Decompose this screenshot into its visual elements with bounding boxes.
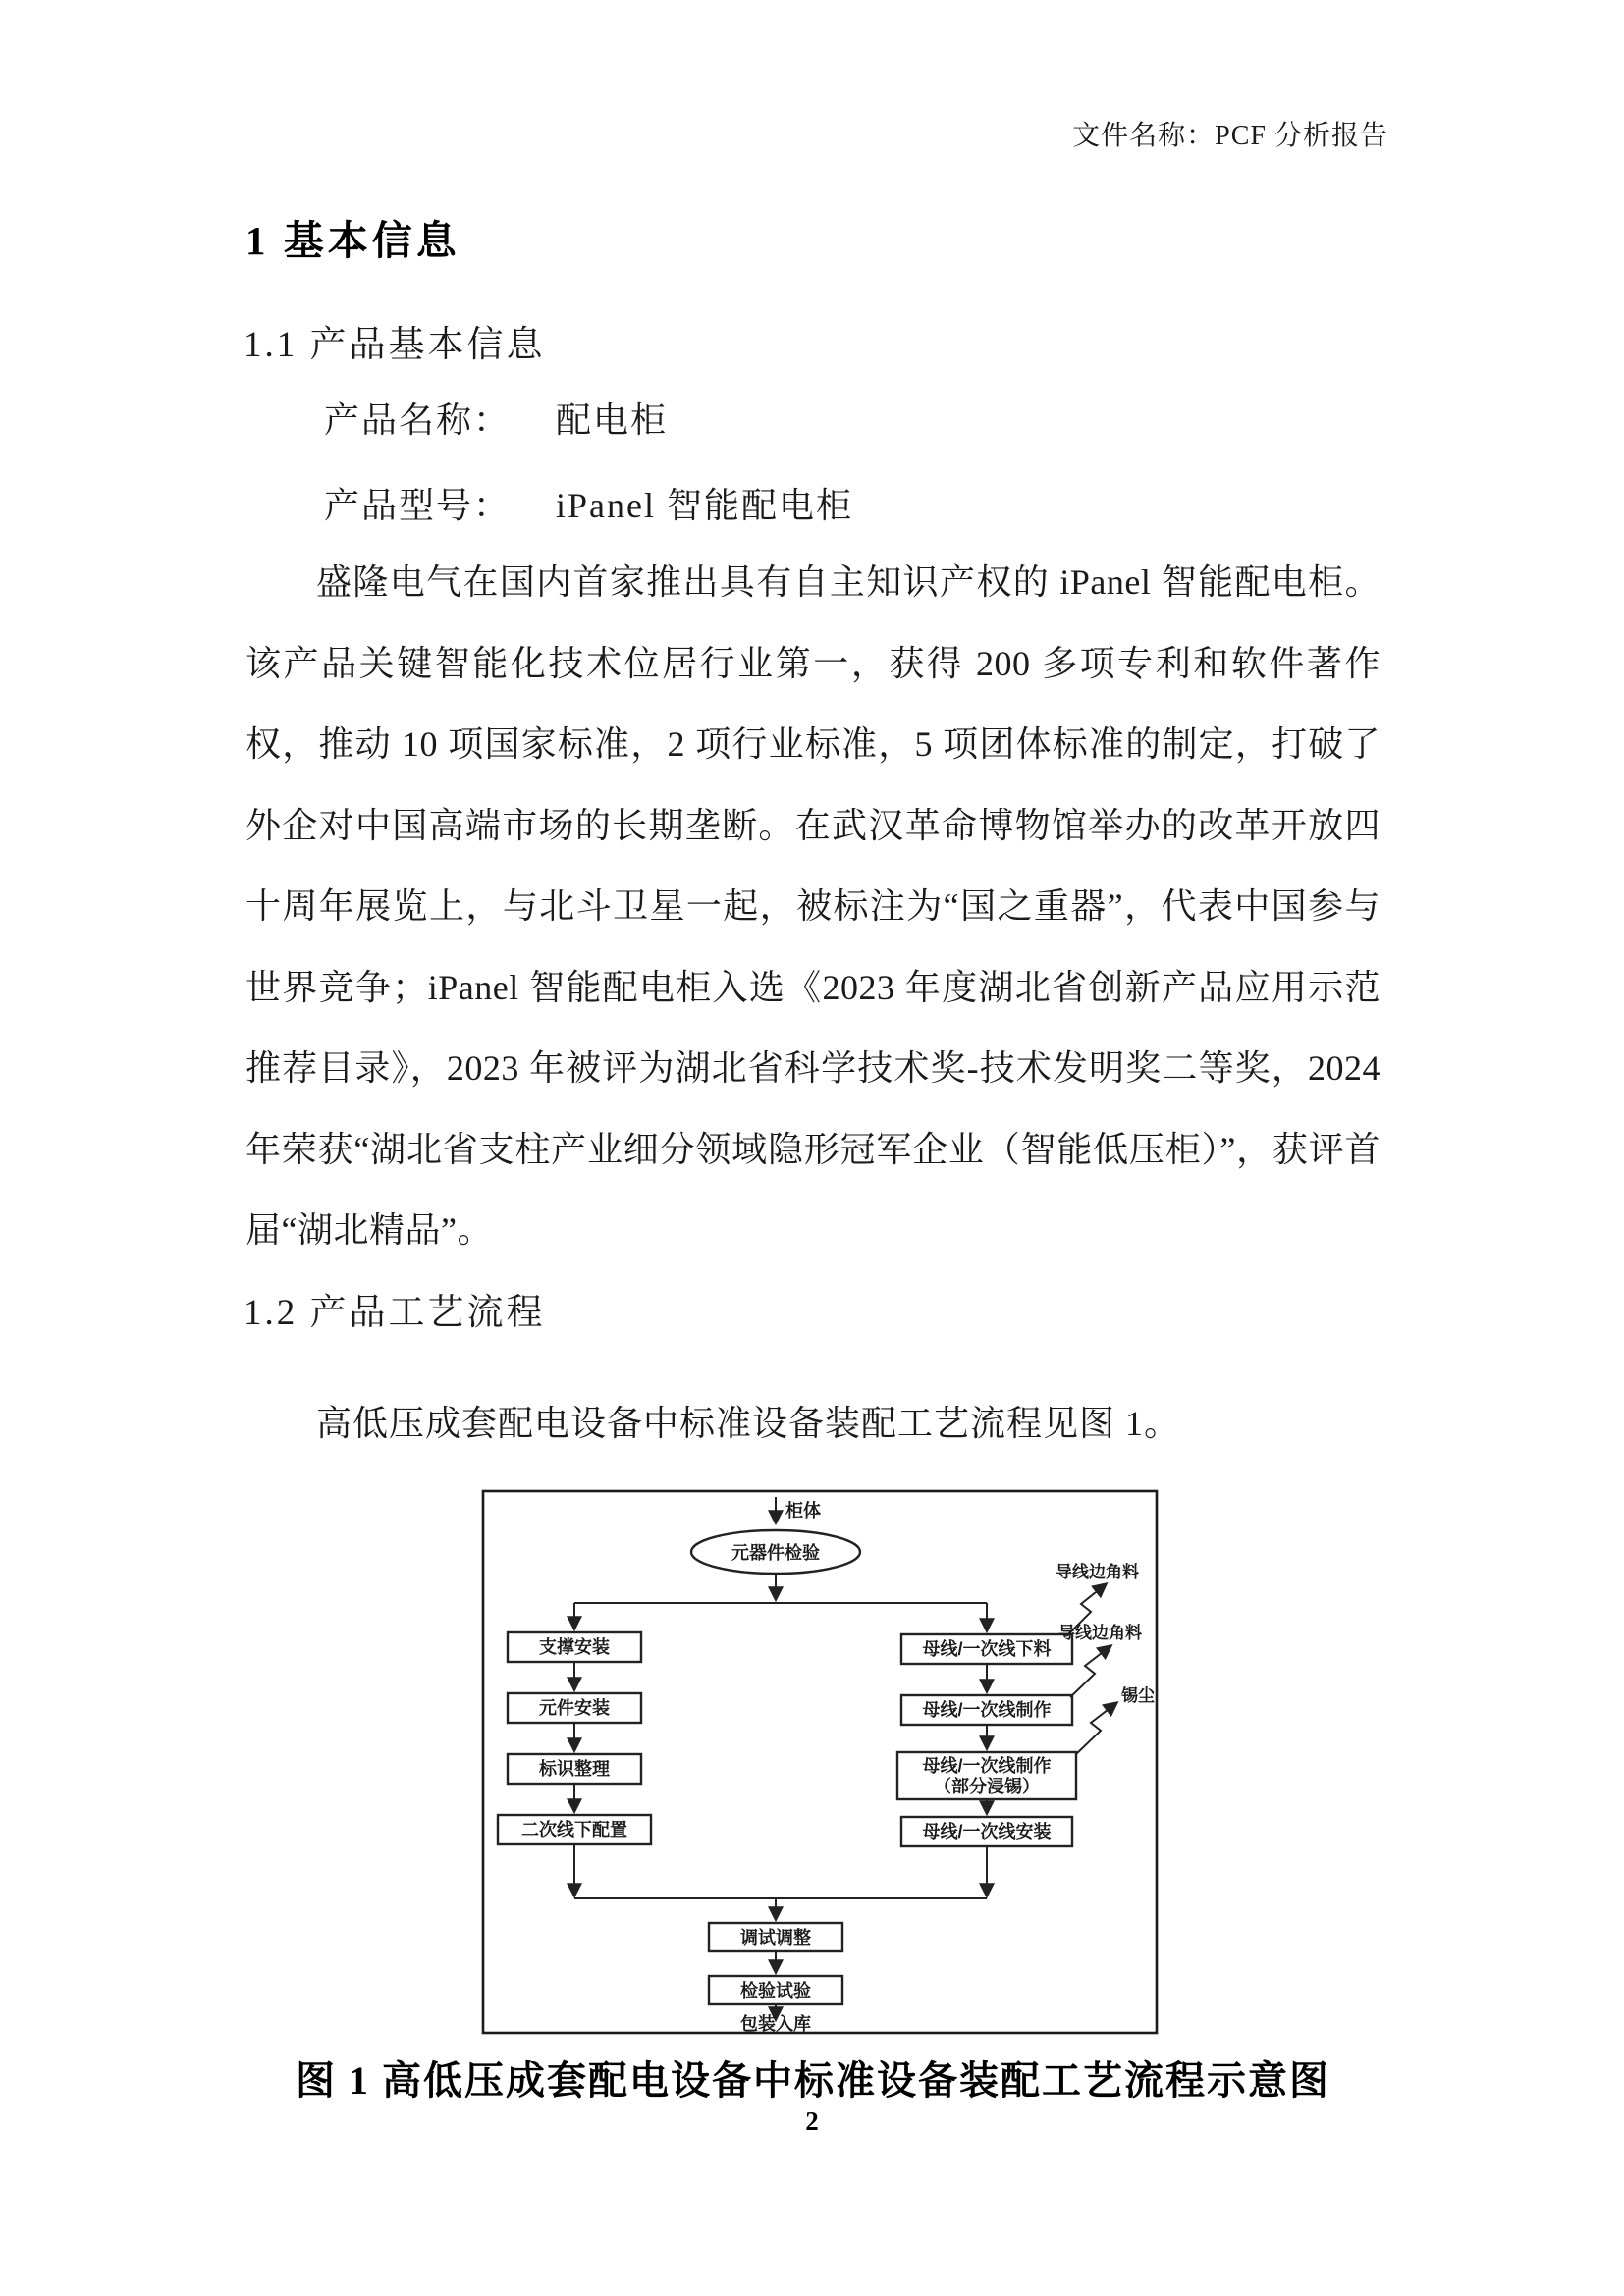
inspection-label: 元器件检验 (731, 1543, 820, 1563)
zigzag-arrow-scrap-2 (1070, 1646, 1110, 1697)
box-secondary-wiring-label: 二次线下配置 (521, 1820, 627, 1840)
box-busbar-cutting-label: 母线/一次线下料 (922, 1639, 1052, 1659)
product-model-label: 产品型号： (324, 486, 512, 525)
box-busbar-tinning-label-line2: （部分浸锡） (934, 1777, 1040, 1796)
flowchart-svg (481, 1489, 1159, 2035)
figure-1-flowchart (481, 1489, 1159, 2035)
box-inspection-test-label: 检验试验 (740, 1981, 811, 2001)
byproduct-scrap-2-label: 导线边角料 (1058, 1624, 1142, 1642)
document-header-label: 文件名称：PCF 分析报告 (1072, 121, 1388, 151)
section-heading-1: 1 基本信息 (245, 218, 460, 263)
box-component-install-label: 元件安装 (539, 1698, 610, 1718)
box-busbar-install-label: 母线/一次线安装 (922, 1822, 1052, 1842)
product-model-row (324, 478, 1384, 528)
box-labeling-label: 标识整理 (539, 1759, 610, 1779)
product-model-value: iPanel 智能配电柜 (556, 486, 853, 525)
process-intro-line: 高低压成套配电设备中标准设备装配工艺流程见图 1。 (316, 1404, 1181, 1443)
byproduct-scrap-1-label: 导线边角料 (1056, 1563, 1139, 1581)
figure-1-caption: 图 1 高低压成套配电设备中标准设备装配工艺流程示意图 (296, 2058, 1330, 2103)
input-label: 柜体 (785, 1501, 821, 1521)
box-busbar-fabrication-label: 母线/一次线制作 (922, 1700, 1052, 1720)
byproduct-tin-dust-label: 锡尘 (1121, 1686, 1155, 1705)
box-busbar-tinning-label-line1: 母线/一次线制作 (922, 1756, 1052, 1776)
box-debug-adjust-label: 调试调整 (740, 1928, 811, 1948)
section-heading-1-1: 1.1 产品基本信息 (244, 325, 546, 365)
page-number: 2 (805, 2107, 819, 2136)
zigzag-arrow-tin-dust (1076, 1703, 1116, 1754)
product-name-value: 配电柜 (556, 400, 669, 440)
intro-paragraph: 盛隆电气在国内首家推出具有自主知识产权的 iPanel 智能配电柜。该产品关键智能化技术位居行业第一，获得 200 多项专利和软件著作权，推动 10 项国家标准，2 项行业标准，5 项团体标准的制定，打破了外企对中国高端市场的长期垄断。在武汉革命博物馆举办的改革开放四十周年展览上，与北斗卫星一起，被标注为“国之重器”，代表中国参与世界竞争；iPanel 智能配电柜入选《2023 年度湖北省创新产品应用示范推荐目录》，2023 年被评为湖北省科学技术奖-技术发明奖二等奖，2024 年荣获“湖北省支柱产业细分领域隐形冠军企业（智能低压柜）”，获评首届“湖北精品”。 (245, 562, 1380, 1250)
box-support-install-label: 支撑安装 (539, 1637, 610, 1657)
output-label: 包装入库 (740, 2014, 811, 2034)
product-name-row (324, 393, 1384, 443)
section-heading-1-2: 1.2 产品工艺流程 (244, 1293, 546, 1333)
product-name-label: 产品名称： (324, 400, 512, 440)
